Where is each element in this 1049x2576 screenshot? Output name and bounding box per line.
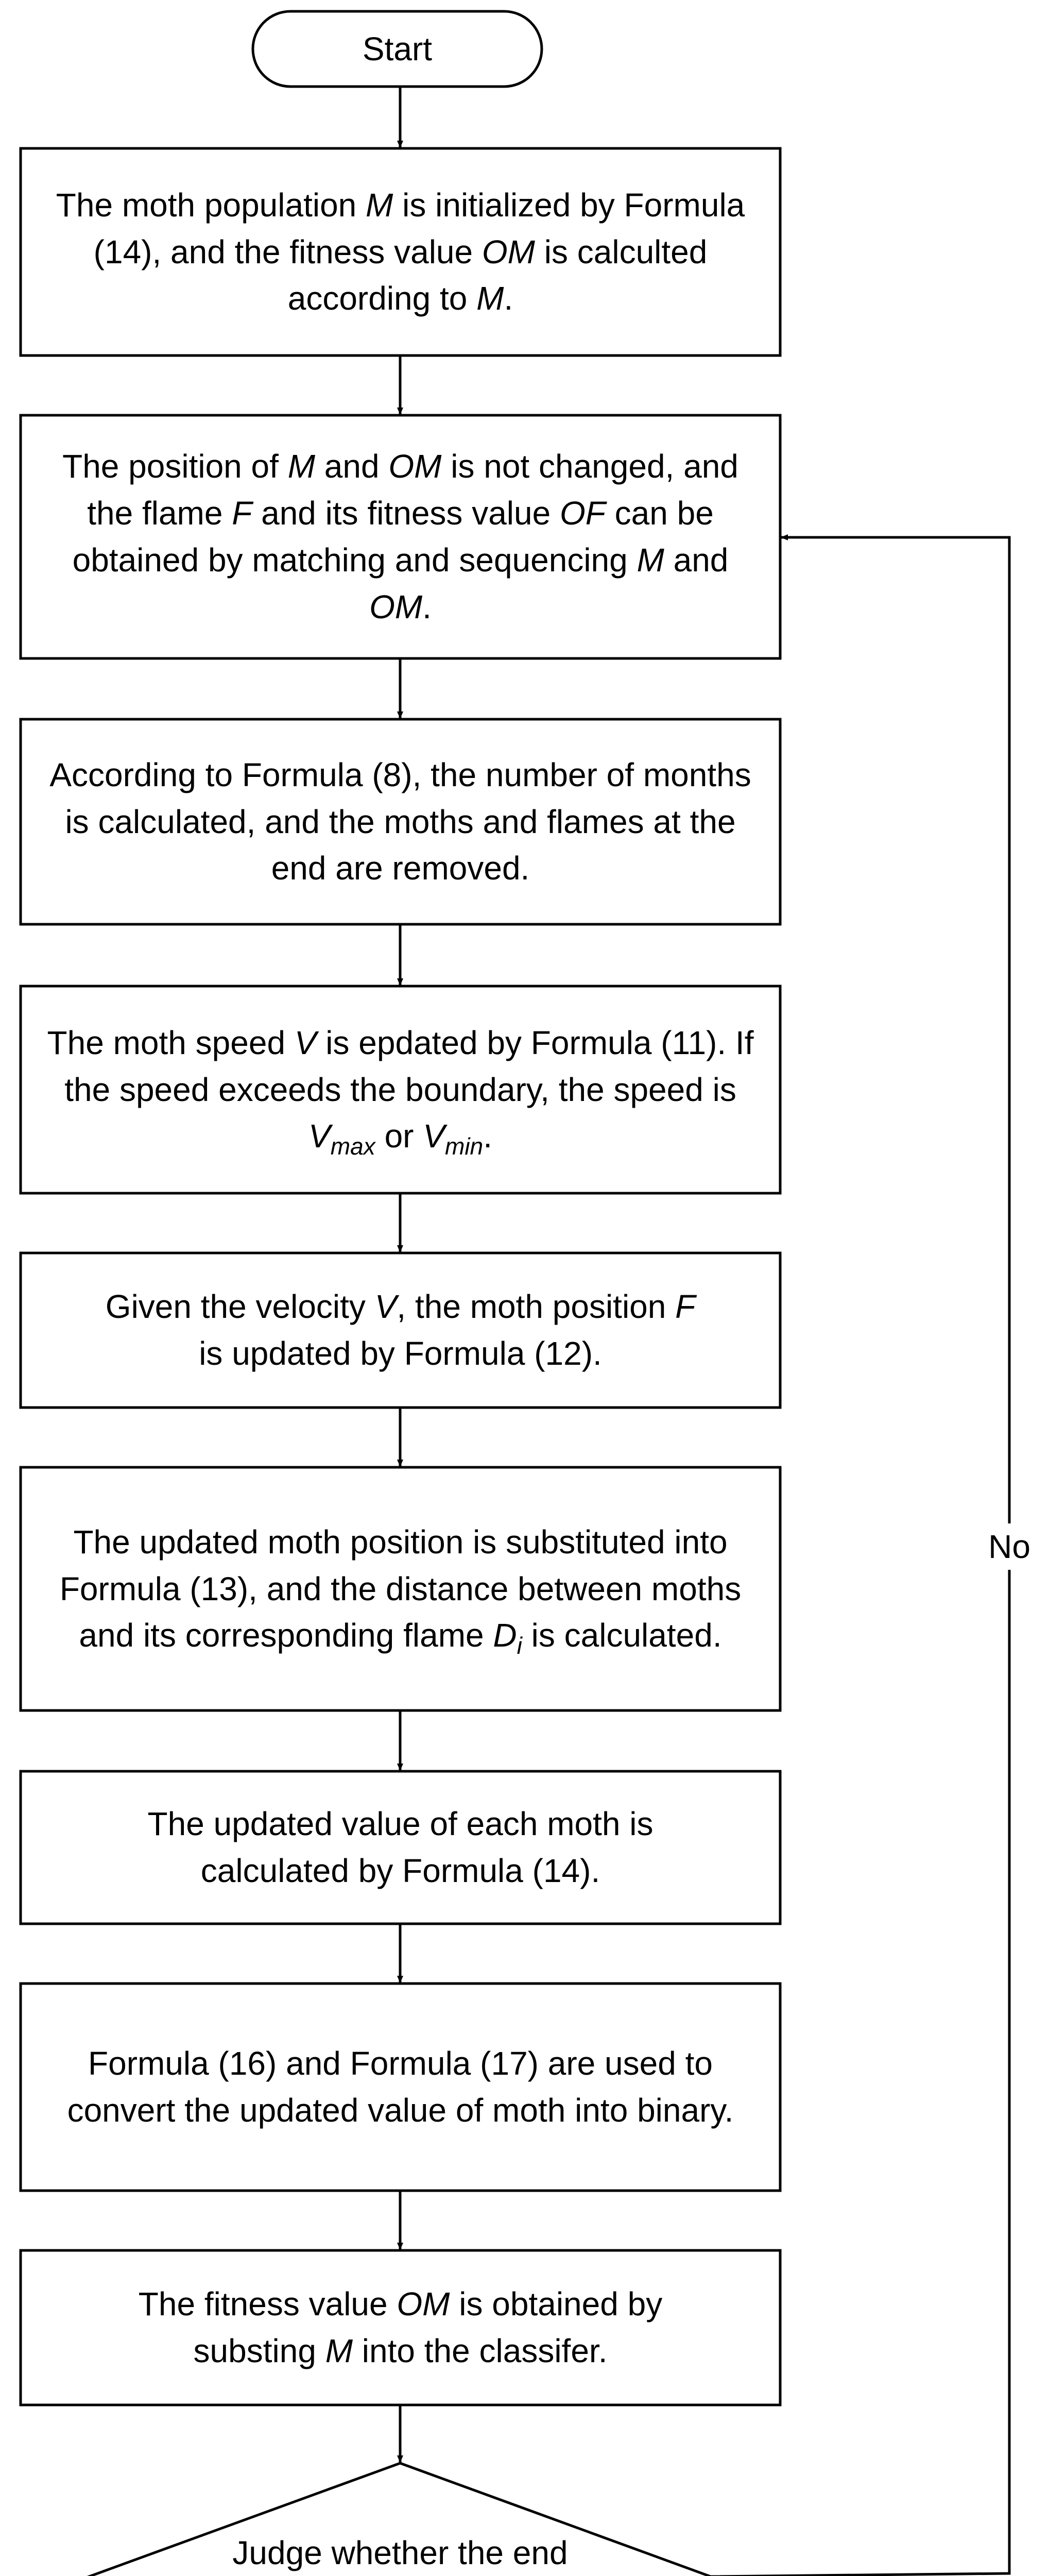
edge-label-no: No (976, 1523, 1043, 1570)
process-step-5 (21, 1253, 780, 1408)
process-step-3 (21, 719, 780, 924)
math-symbol: OM (369, 588, 423, 625)
math-symbol: OM (388, 448, 442, 485)
process-step-8 (21, 1984, 780, 2191)
math-symbol: M (287, 448, 316, 485)
node-label-text: The updated moth position is substituted into Formula (13), and the distance between moths and its corresponding flame $D_i$ is calculated. (59, 1523, 742, 1659)
math-subscript: i (517, 1632, 522, 1659)
node-label-text: The position of M and OM is not changed, and the flame F and its fitness value OF can be obtained by matching and sequencing M and OM. (62, 448, 738, 625)
process-step-6 (21, 1467, 780, 1710)
math-symbol: OF (559, 495, 606, 532)
math-symbol: OM (481, 233, 535, 270)
math-symbol: F (232, 495, 252, 532)
math-symbol: $V_{max}$ (308, 1117, 375, 1160)
math-symbol: M (637, 541, 664, 579)
node-label-text: Judge whether the end (232, 2534, 568, 2572)
math-symbol: $V_{min}$ (423, 1117, 484, 1160)
process-step-1 (21, 148, 780, 355)
math-symbol: M (476, 280, 504, 317)
node-label-text: According to Formula (8), the number of months is calculated, and the moths and flames at the end are removed. (49, 756, 751, 887)
process-step-7 (21, 1771, 780, 1924)
process-step-9 (21, 2250, 780, 2405)
process-step-4 (21, 986, 780, 1193)
math-symbol: OM (397, 2285, 450, 2323)
math-symbol: M (366, 186, 393, 224)
math-symbol: F (675, 1288, 696, 1326)
node-label-text: The updated value of each moth is calculated by Formula (14). (147, 1805, 654, 1889)
node-label-text: The moth population M is initialized by Formula (14), and the fitness value OM is calculted according to M. (56, 186, 745, 317)
process-step-2 (21, 415, 780, 658)
decision-end-condition (192, 2499, 608, 2576)
math-symbol: M (325, 2332, 353, 2369)
node-label-text: The moth speed V is epdated by Formula (11). If the speed exceeds the boundary, the speed is $V_{max}$ or $V_{min}$. (47, 1024, 754, 1160)
math-symbol: V (374, 1288, 397, 1326)
math-symbol: $D_i$ (493, 1617, 522, 1659)
math-subscript: min (444, 1133, 484, 1160)
math-subscript: max (330, 1133, 375, 1160)
node-label-text: The fitness value OM is obtained by substing M into the classifer. (138, 2285, 663, 2369)
node-label-text: Given the velocity V, the moth position F is updated by Formula (12). (105, 1288, 696, 1372)
start-terminal: Start (362, 30, 433, 67)
node-label-text: Formula (16) and Formula (17) are used to convert the updated value of moth into binary. (67, 2045, 734, 2129)
math-symbol: V (294, 1024, 317, 1061)
